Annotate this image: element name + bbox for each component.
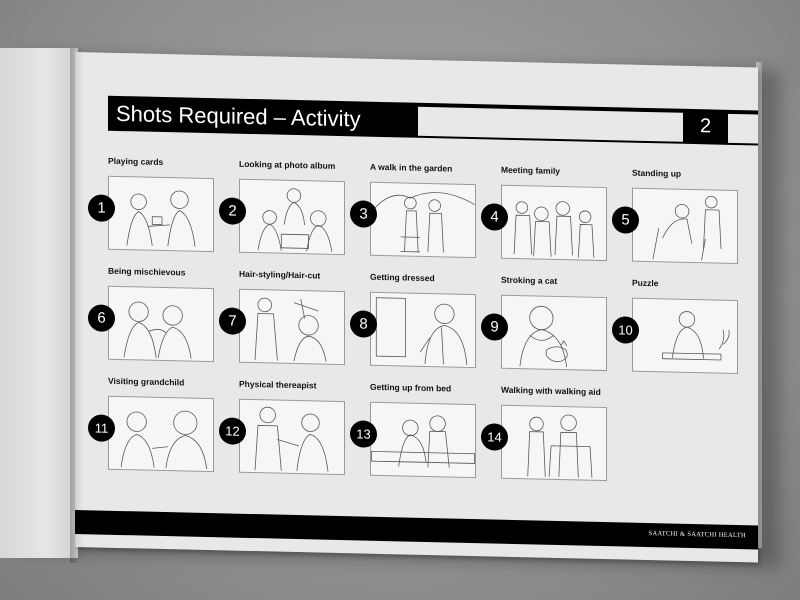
header-rule <box>418 103 683 144</box>
shot-card <box>621 167 772 281</box>
shot-label: Physical thereapist <box>239 378 317 391</box>
shot-sketch <box>632 188 738 264</box>
shot-number-badge: 11 <box>88 414 115 442</box>
shot-number-badge: 12 <box>219 417 246 445</box>
shot-number-badge: 1 <box>88 194 115 222</box>
shot-sketch <box>239 179 345 255</box>
shot-number-badge: 6 <box>88 304 115 332</box>
shot-sketch <box>501 185 607 261</box>
header-rule-end <box>728 110 758 146</box>
shot-number-badge: 8 <box>350 310 377 338</box>
page-title: Shots Required – Activity <box>108 96 418 138</box>
shot-number-badge: 5 <box>612 206 639 234</box>
shot-sketch <box>239 289 345 365</box>
shot-card <box>487 384 641 498</box>
shot-label: Playing cards <box>108 155 164 168</box>
shot-label: Being mischievous <box>108 265 186 278</box>
shot-number-badge: 13 <box>350 420 377 448</box>
shot-number-badge: 4 <box>481 203 508 231</box>
shot-sketch <box>501 295 607 371</box>
page-header <box>108 96 758 147</box>
shot-sketch <box>370 292 476 368</box>
shot-label: Getting dressed <box>370 271 435 284</box>
shot-sketch <box>239 399 345 475</box>
shot-label: Walking with walking aid <box>501 384 601 397</box>
shot-label: Standing up <box>632 167 682 179</box>
shot-number-badge: 3 <box>350 200 377 228</box>
shot-sketch <box>108 396 214 472</box>
shot-number-badge: 7 <box>219 307 246 335</box>
shot-label: A walk in the garden <box>370 161 453 174</box>
shot-number-badge: 10 <box>612 316 639 344</box>
page-footer <box>75 510 758 549</box>
shot-label: Stroking a cat <box>501 274 558 286</box>
page-number: 2 <box>683 109 728 145</box>
shot-number-badge: 2 <box>219 197 246 225</box>
storyboard-page <box>75 52 758 562</box>
shot-sketch <box>108 286 214 362</box>
shot-label: Getting up from bed <box>370 381 452 394</box>
shot-label: Puzzle <box>632 277 659 289</box>
shot-card <box>618 277 772 391</box>
shot-sketch <box>632 298 738 374</box>
shot-sketch <box>370 402 476 478</box>
footer-brand: SAATCHI & SAATCHI HEALTH <box>648 530 746 540</box>
shot-sketch <box>370 182 476 258</box>
shot-sketch <box>501 405 607 481</box>
shot-label: Visiting grandchild <box>108 375 185 388</box>
shot-number-badge: 9 <box>481 313 508 341</box>
shot-label: Meeting family <box>501 164 561 177</box>
shot-number-badge: 14 <box>481 423 508 451</box>
left-page-edge <box>0 48 78 558</box>
shot-label: Looking at photo album <box>239 158 336 171</box>
shot-sketch <box>108 176 214 252</box>
shot-label: Hair-styling/Hair-cut <box>239 268 321 281</box>
book-gutter <box>70 48 84 563</box>
